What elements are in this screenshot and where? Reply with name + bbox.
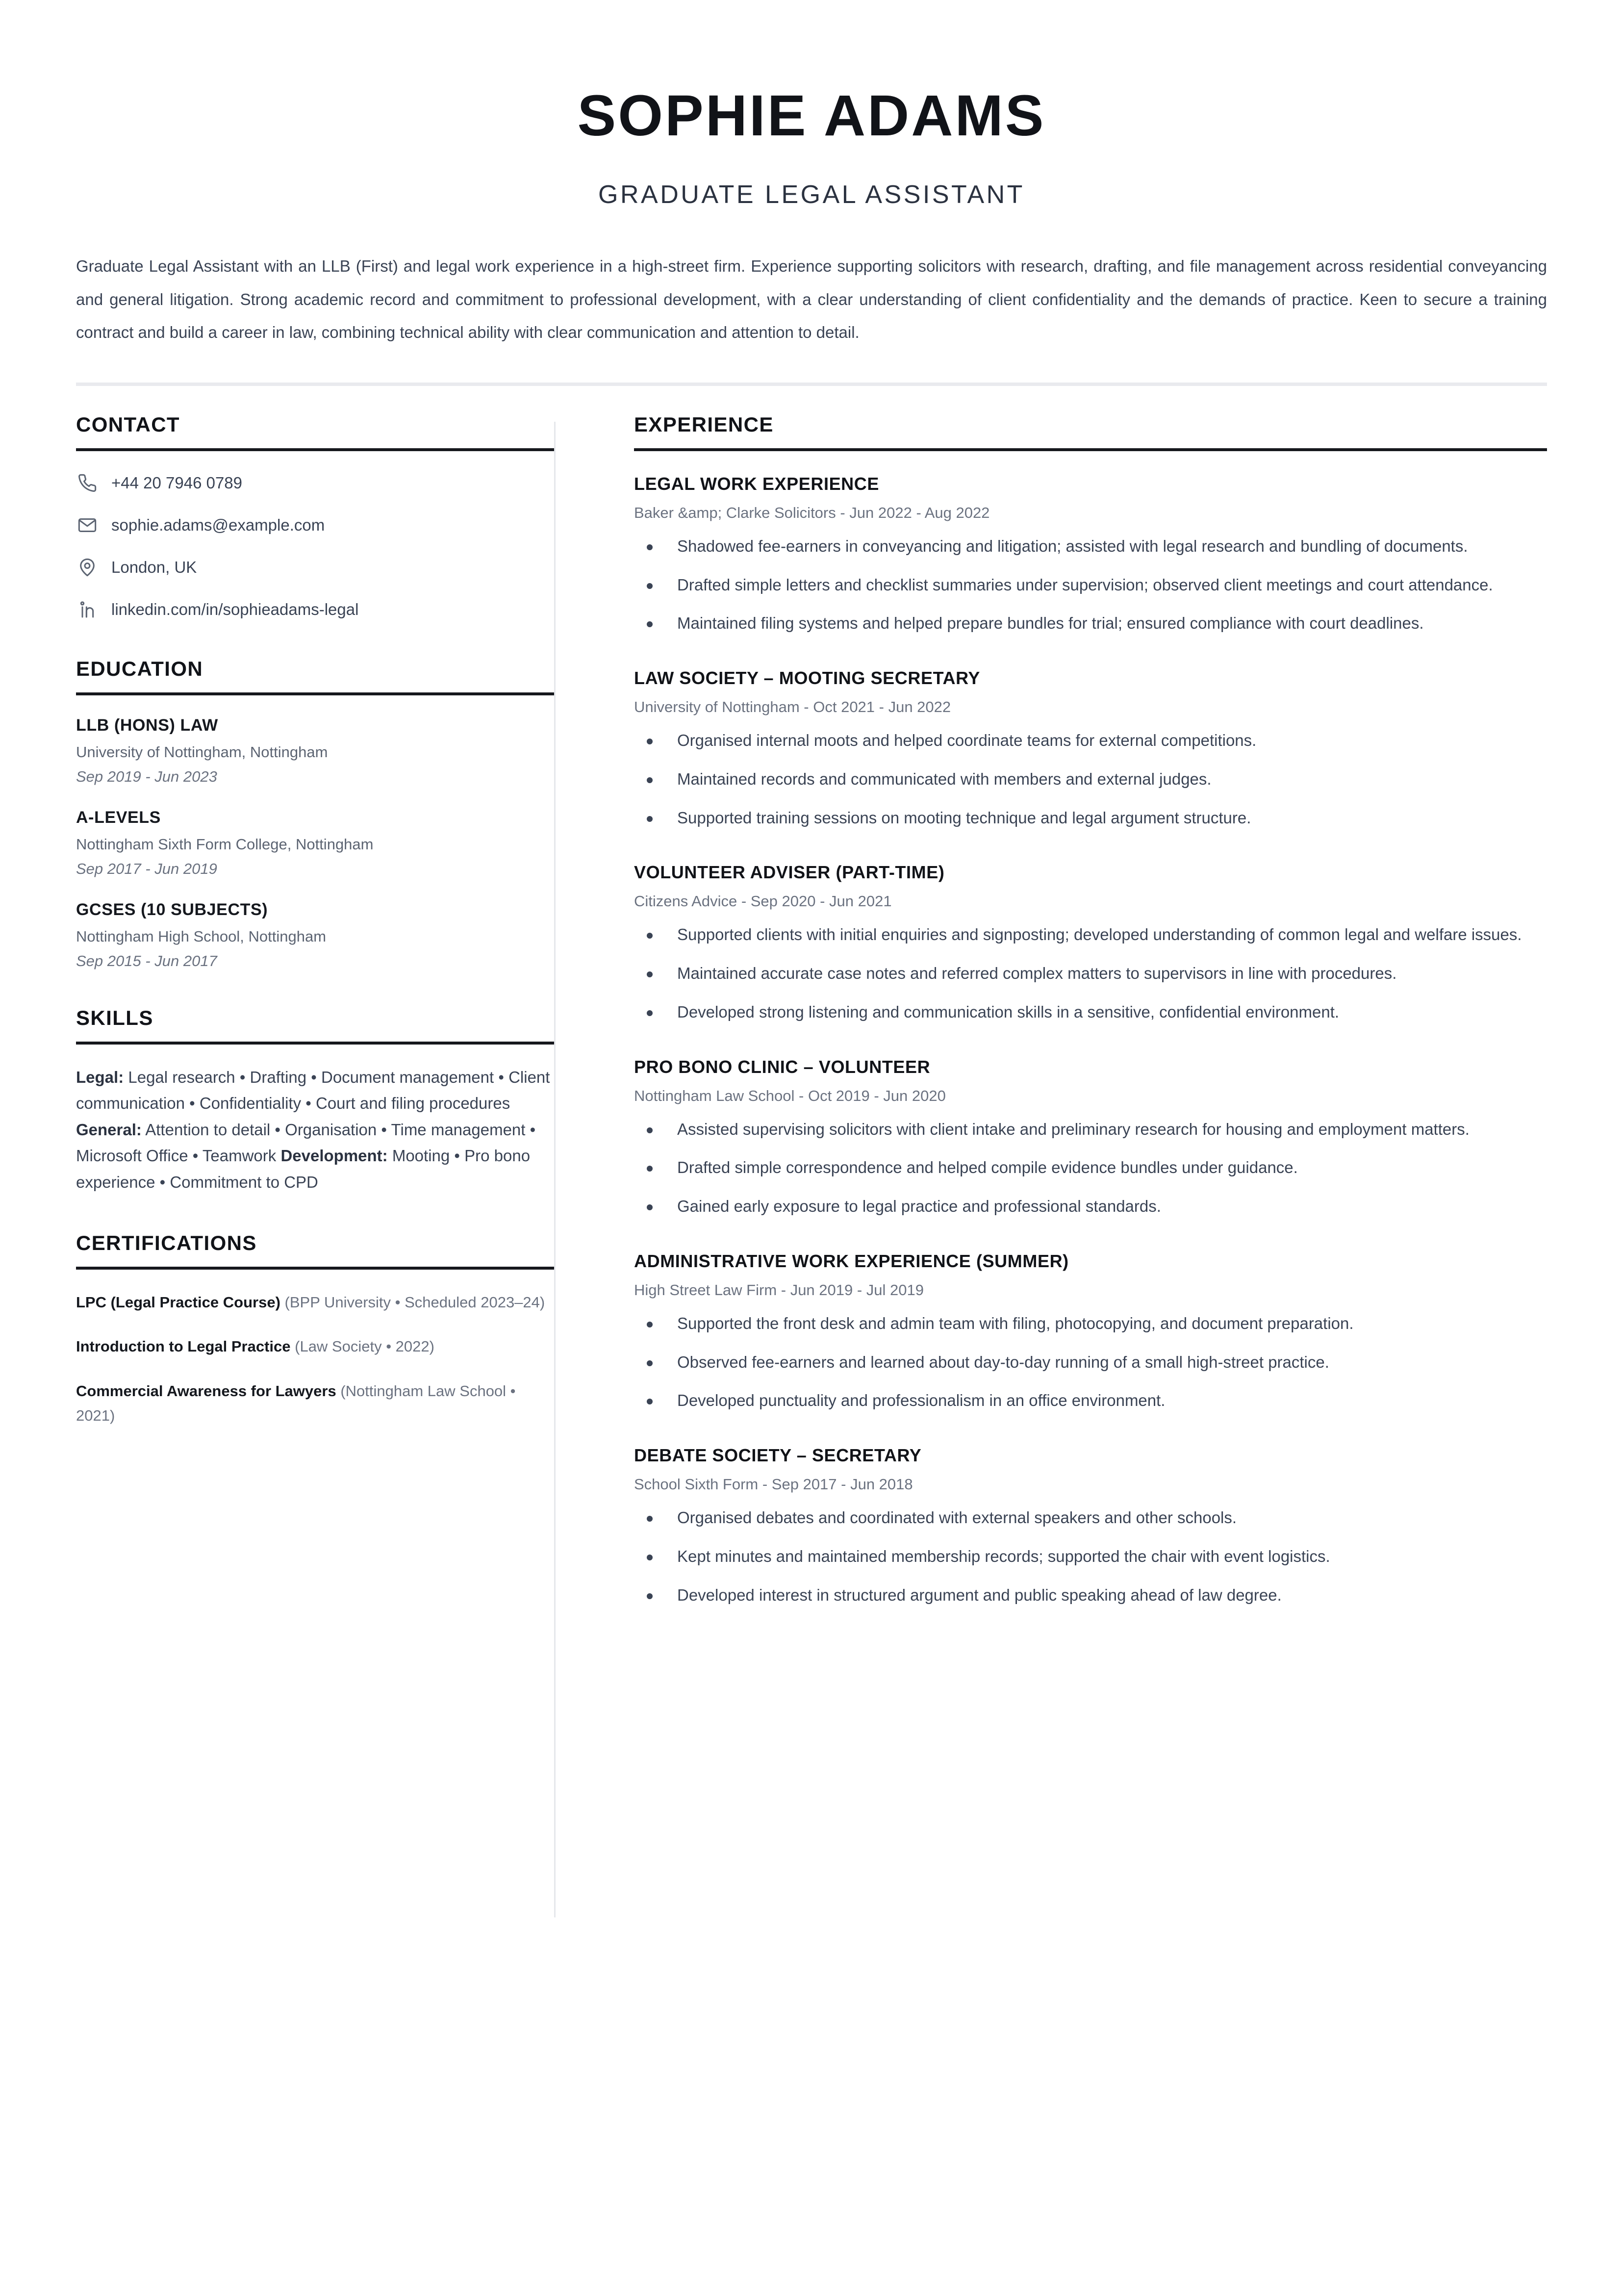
skills-body xyxy=(76,1064,554,1195)
skills-category-legal: Legal: xyxy=(76,1068,124,1086)
contact-email-value: sophie.adams@example.com xyxy=(111,516,325,535)
experience-bullet: Organised internal moots and helped coordinate teams for external competitions. xyxy=(634,727,1547,755)
section-underline xyxy=(76,692,554,695)
contact-section xyxy=(76,413,554,621)
experience-bullet: Observed fee-earners and learned about day-to-day running of a small high-street practice. xyxy=(634,1349,1547,1377)
education-degree: LLB (HONS) LAW xyxy=(76,715,218,735)
experience-bullet: Organised debates and coordinated with external speakers and other schools. xyxy=(634,1504,1547,1532)
section-underline xyxy=(634,448,1547,451)
experience-entry xyxy=(634,1445,1547,1609)
certification-name: Commercial Awareness for Lawyers xyxy=(76,1382,336,1400)
contact-section-title: CONTACT xyxy=(76,412,180,436)
envelope-icon xyxy=(76,514,99,536)
certifications-list xyxy=(76,1290,554,1428)
experience-bullet-list xyxy=(634,533,1547,638)
certifications-section-title: CERTIFICATIONS xyxy=(76,1231,257,1255)
experience-bullet: Drafted simple letters and checklist summaries under supervision; observed client meetings and court attendance. xyxy=(634,571,1547,599)
experience-entry xyxy=(634,1251,1547,1415)
experience-bullet: Kept minutes and maintained membership records; supported the chair with event logistics. xyxy=(634,1543,1547,1571)
contact-linkedin-value: linkedin.com/in/sophieadams-legal xyxy=(111,600,359,619)
experience-bullet: Shadowed fee-earners in conveyancing and litigation; assisted with legal research and bundling of documents. xyxy=(634,533,1547,561)
experience-meta: University of Nottingham - Oct 2021 - Jun 2022 xyxy=(634,698,951,716)
education-school: Nottingham Sixth Form College, Nottingham xyxy=(76,835,374,853)
education-dates: Sep 2015 - Jun 2017 xyxy=(76,952,217,969)
experience-bullet: Maintained filing systems and helped prepare bundles for trial; ensured compliance with court deadlines. xyxy=(634,610,1547,638)
experience-role: PRO BONO CLINIC – VOLUNTEER xyxy=(634,1056,931,1077)
contact-item-email[interactable] xyxy=(76,514,554,536)
experience-meta: School Sixth Form - Sep 2017 - Jun 2018 xyxy=(634,1476,913,1493)
experience-bullet: Developed strong listening and communication skills in a sensitive, confidential environment. xyxy=(634,998,1547,1026)
experience-meta: Baker &amp; Clarke Solicitors - Jun 2022 - Aug 2022 xyxy=(634,504,990,521)
experience-meta: High Street Law Firm - Jun 2019 - Jul 2019 xyxy=(634,1281,924,1299)
education-dates: Sep 2017 - Jun 2019 xyxy=(76,860,217,877)
location-pin-icon xyxy=(76,556,99,579)
experience-list xyxy=(634,474,1547,1609)
education-entry xyxy=(76,808,554,878)
skills-items-legal: Legal research • Drafting • Document management • Client communication • Confidentiality • Court and filing procedures xyxy=(76,1068,550,1113)
certification-meta: (Nottingham Law School • 2021) xyxy=(76,1382,516,1424)
certification-meta: (BPP University • Scheduled 2023–24) xyxy=(284,1294,545,1311)
education-dates: Sep 2019 - Jun 2023 xyxy=(76,767,217,785)
education-school: University of Nottingham, Nottingham xyxy=(76,743,328,761)
experience-bullet: Developed interest in structured argument and public speaking ahead of law degree. xyxy=(634,1582,1547,1609)
experience-role: LAW SOCIETY – MOOTING SECRETARY xyxy=(634,668,980,689)
experience-bullet: Developed punctuality and professionalism in an office environment. xyxy=(634,1387,1547,1415)
experience-bullet: Gained early exposure to legal practice and professional standards. xyxy=(634,1193,1547,1221)
contact-phone-value: +44 20 7946 0789 xyxy=(111,474,243,492)
experience-bullet: Supported the front desk and admin team with filing, photocopying, and document preparation. xyxy=(634,1310,1547,1338)
experience-role: ADMINISTRATIVE WORK EXPERIENCE (SUMMER) xyxy=(634,1250,1069,1271)
education-entry xyxy=(76,716,554,786)
experience-bullet: Maintained records and communicated with members and external judges. xyxy=(634,765,1547,793)
header-divider xyxy=(76,383,1547,386)
certifications-section xyxy=(76,1231,554,1428)
experience-bullet: Maintained accurate case notes and referred complex matters to supervisors in line with procedures. xyxy=(634,960,1547,988)
contact-item-location[interactable] xyxy=(76,556,554,579)
experience-bullet: Supported clients with initial enquiries and signposting; developed understanding of common legal and welfare issues. xyxy=(634,921,1547,949)
candidate-name: SOPHIE ADAMS xyxy=(577,83,1046,148)
certification-name: LPC (Legal Practice Course) xyxy=(76,1294,280,1311)
experience-role: VOLUNTEER ADVISER (PART-TIME) xyxy=(634,862,945,883)
skills-category-development: Development: xyxy=(280,1147,388,1165)
experience-bullet-list xyxy=(634,727,1547,832)
certification-meta: (Law Society • 2022) xyxy=(295,1338,434,1355)
contact-item-phone[interactable] xyxy=(76,472,554,494)
education-school: Nottingham High School, Nottingham xyxy=(76,927,327,945)
section-underline xyxy=(76,1267,554,1270)
experience-entry xyxy=(634,474,1547,638)
experience-bullet: Drafted simple correspondence and helped compile evidence bundles under guidance. xyxy=(634,1154,1547,1182)
experience-bullet: Supported training sessions on mooting technique and legal argument structure. xyxy=(634,804,1547,832)
right-column xyxy=(556,413,1547,1609)
section-underline xyxy=(76,1042,554,1045)
certification-item xyxy=(76,1379,554,1428)
experience-bullet-list xyxy=(634,1504,1547,1609)
skills-items-general: Attention to detail • Organisation • Time management • Microsoft Office • Teamwork xyxy=(76,1120,536,1165)
experience-meta: Citizens Advice - Sep 2020 - Jun 2021 xyxy=(634,893,892,910)
resume-body xyxy=(76,413,1547,1976)
section-underline xyxy=(76,448,554,451)
experience-bullet: Assisted supervising solicitors with client intake and preliminary research for housing and employment matters. xyxy=(634,1116,1547,1144)
candidate-job-title: GRADUATE LEGAL ASSISTANT xyxy=(598,180,1025,209)
certification-item xyxy=(76,1334,554,1359)
experience-section-title: EXPERIENCE xyxy=(634,412,774,436)
education-degree: GCSES (10 SUBJECTS) xyxy=(76,900,268,919)
experience-entry xyxy=(634,1057,1547,1221)
experience-entry xyxy=(634,668,1547,832)
resume-header xyxy=(76,0,1547,209)
linkedin-icon xyxy=(76,598,99,621)
skills-items-development: Mooting • Pro bono experience • Commitment to CPD xyxy=(76,1147,531,1191)
left-column xyxy=(76,413,554,1428)
education-degree: A-LEVELS xyxy=(76,808,161,827)
experience-bullet-list xyxy=(634,1310,1547,1415)
skills-section xyxy=(76,1006,554,1195)
phone-icon xyxy=(76,472,99,494)
experience-meta: Nottingham Law School - Oct 2019 - Jun 2020 xyxy=(634,1087,946,1104)
professional-summary: Graduate Legal Assistant with an LLB (First) and legal work experience in a high-street firm. Experience supporting solicitors with research, drafting, and file management across residential conveyancing and general litigation. Strong academic record and commitment to professional development, with a clear understanding of client confidentiality and the demands of practice. Keen to secure a training contract and build a career in law, combining technical ability with clear communication and attention to detail. xyxy=(76,256,1547,342)
education-section-title: EDUCATION xyxy=(76,657,203,680)
education-list xyxy=(76,716,554,970)
contact-location-value: London, UK xyxy=(111,558,197,577)
certification-name: Introduction to Legal Practice xyxy=(76,1338,291,1355)
experience-section xyxy=(634,413,1547,1609)
experience-role: DEBATE SOCIETY – SECRETARY xyxy=(634,1445,922,1466)
experience-role: LEGAL WORK EXPERIENCE xyxy=(634,473,879,494)
skills-category-general: General: xyxy=(76,1120,142,1139)
certification-item xyxy=(76,1290,554,1315)
contact-list xyxy=(76,472,554,621)
skills-section-title: SKILLS xyxy=(76,1006,153,1029)
education-section xyxy=(76,657,554,970)
contact-item-linkedin[interactable] xyxy=(76,598,554,621)
experience-bullet-list xyxy=(634,921,1547,1026)
education-entry xyxy=(76,900,554,970)
experience-entry xyxy=(634,862,1547,1026)
experience-bullet-list xyxy=(634,1116,1547,1221)
